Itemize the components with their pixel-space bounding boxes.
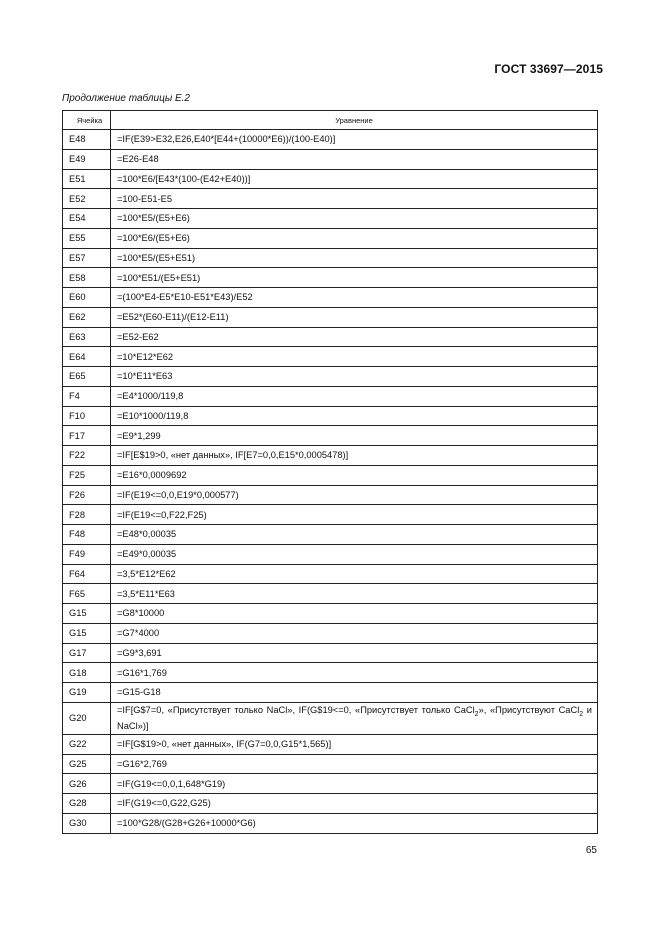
cell-equation: =E49*0,00035: [111, 544, 598, 564]
cell-equation: =100*E6/(E5+E6): [111, 228, 598, 248]
cell-id: G28: [63, 794, 111, 814]
header-equation-column: Уравнение: [111, 111, 598, 130]
table-row: [63, 386, 598, 406]
cell-equation: =(100*E4-E5*E10-E51*E43)/E52: [111, 288, 598, 308]
cell-id: E54: [63, 209, 111, 229]
cell-equation: =G15-G18: [111, 683, 598, 703]
cell-id: E60: [63, 288, 111, 308]
table-row: [63, 248, 598, 268]
table-row: [63, 149, 598, 169]
cell-equation: =IF[G$7=0, «Присутствует только NaCl», IF(G$19<=0, «Присутствует только CaCl$_2$», «Присутствуют CaCl$_2$ и NaCl»)]: [111, 702, 598, 734]
cell-id: G22: [63, 734, 111, 754]
table-caption: Продолжение таблицы Е.2: [62, 93, 190, 104]
cell-equation: =IF[G$19>0, «нет данных», IF(G7=0,0,G15*1,565)]: [111, 734, 598, 754]
table-row: [63, 228, 598, 248]
table-row: [63, 485, 598, 505]
table-row: [63, 209, 598, 229]
table-row: [63, 754, 598, 774]
cell-id: F64: [63, 564, 111, 584]
cell-id: F4: [63, 386, 111, 406]
table-row: [63, 465, 598, 485]
table-row: [63, 663, 598, 683]
cell-equation: =G7*4000: [111, 623, 598, 643]
cell-equation: =100*E5/(E5+E6): [111, 209, 598, 229]
cell-id: G26: [63, 774, 111, 794]
cell-equation: =G9*3,691: [111, 643, 598, 663]
cell-equation: =IF(E19<=0,F22,F25): [111, 505, 598, 525]
cell-equation: =E16*0,0009692: [111, 465, 598, 485]
cell-equation: =IF(G19<=0,0,1,648*G19): [111, 774, 598, 794]
cell-id: G17: [63, 643, 111, 663]
table-row: [63, 794, 598, 814]
table-row: [63, 734, 598, 754]
cell-equation: =E52-E62: [111, 327, 598, 347]
cell-equation: =E52*(E60-E11)/(E12-E11): [111, 307, 598, 327]
table-row: [63, 169, 598, 189]
cell-id: F48: [63, 525, 111, 545]
cell-id: F17: [63, 426, 111, 446]
table-row: [63, 584, 598, 604]
cell-equation: =E10*1000/119,8: [111, 406, 598, 426]
standard-code: ГОСТ 33697—2015: [494, 62, 603, 76]
table-row: [63, 813, 598, 833]
cell-id: F49: [63, 544, 111, 564]
cell-id: E49: [63, 149, 111, 169]
table-row: [63, 544, 598, 564]
cell-id: E57: [63, 248, 111, 268]
table-row: [63, 327, 598, 347]
table-row: [63, 564, 598, 584]
cell-id: E51: [63, 169, 111, 189]
table-row: [63, 130, 598, 150]
table-row: [63, 604, 598, 624]
page-number: 65: [585, 845, 597, 856]
cell-equation: =100*G28/(G28+G26+10000*G6): [111, 813, 598, 833]
cell-equation: =G16*1,769: [111, 663, 598, 683]
table-row: [63, 505, 598, 525]
cell-id: G15: [63, 604, 111, 624]
table-row: [63, 683, 598, 703]
cell-id: E58: [63, 268, 111, 288]
cell-equation: =100*E51/(E5+E51): [111, 268, 598, 288]
table-row: [63, 426, 598, 446]
table-row: [63, 268, 598, 288]
table-header-row: [63, 111, 598, 130]
table-row: [63, 347, 598, 367]
cell-id: F26: [63, 485, 111, 505]
cell-equation: =IF(E39>E32,E26,E40*[E44+(10000*E6))/(100-E40)]: [111, 130, 598, 150]
cell-id: G20: [63, 702, 111, 734]
cell-id: G30: [63, 813, 111, 833]
table-row: [63, 288, 598, 308]
equations-table: [62, 110, 598, 834]
table-row: [63, 774, 598, 794]
cell-equation: =100-E51-E5: [111, 189, 598, 209]
cell-equation: =100*E6/[E43*(100-(E42+E40))]: [111, 169, 598, 189]
cell-equation: =IF(G19<=0,G22,G25): [111, 794, 598, 814]
cell-equation: =3,5*E12*E62: [111, 564, 598, 584]
table-row: [63, 643, 598, 663]
cell-equation: =IF(E19<=0,0,E19*0,000577): [111, 485, 598, 505]
cell-equation: =10*E11*E63: [111, 367, 598, 387]
table-row: [63, 307, 598, 327]
cell-id: E65: [63, 367, 111, 387]
table-row: [63, 623, 598, 643]
table-row: [63, 406, 598, 426]
cell-equation: =G16*2,769: [111, 754, 598, 774]
cell-equation: =E26-E48: [111, 149, 598, 169]
cell-equation: =E9*1,299: [111, 426, 598, 446]
cell-equation: =100*E5/(E5+E51): [111, 248, 598, 268]
cell-equation: =3,5*E11*E63: [111, 584, 598, 604]
cell-equation: =10*E12*E62: [111, 347, 598, 367]
table-row: [63, 525, 598, 545]
cell-id: G18: [63, 663, 111, 683]
cell-id: F22: [63, 446, 111, 466]
cell-equation: =G8*10000: [111, 604, 598, 624]
cell-equation: =E48*0,00035: [111, 525, 598, 545]
table-row: [63, 367, 598, 387]
cell-id: F28: [63, 505, 111, 525]
header-cell-column: Ячейка: [63, 111, 111, 130]
cell-id: E63: [63, 327, 111, 347]
table-row: [63, 446, 598, 466]
cell-id: G19: [63, 683, 111, 703]
cell-equation: =IF[E$19>0, «нет данных», IF[E7=0,0,E15*0,0005478)]: [111, 446, 598, 466]
cell-id: F65: [63, 584, 111, 604]
cell-id: F25: [63, 465, 111, 485]
cell-id: G15: [63, 623, 111, 643]
cell-id: F10: [63, 406, 111, 426]
table-row: [63, 189, 598, 209]
cell-id: E64: [63, 347, 111, 367]
cell-id: E62: [63, 307, 111, 327]
cell-equation: =E4*1000/119,8: [111, 386, 598, 406]
table-row: [63, 702, 598, 734]
cell-id: E48: [63, 130, 111, 150]
cell-id: G25: [63, 754, 111, 774]
cell-id: E55: [63, 228, 111, 248]
cell-id: E52: [63, 189, 111, 209]
